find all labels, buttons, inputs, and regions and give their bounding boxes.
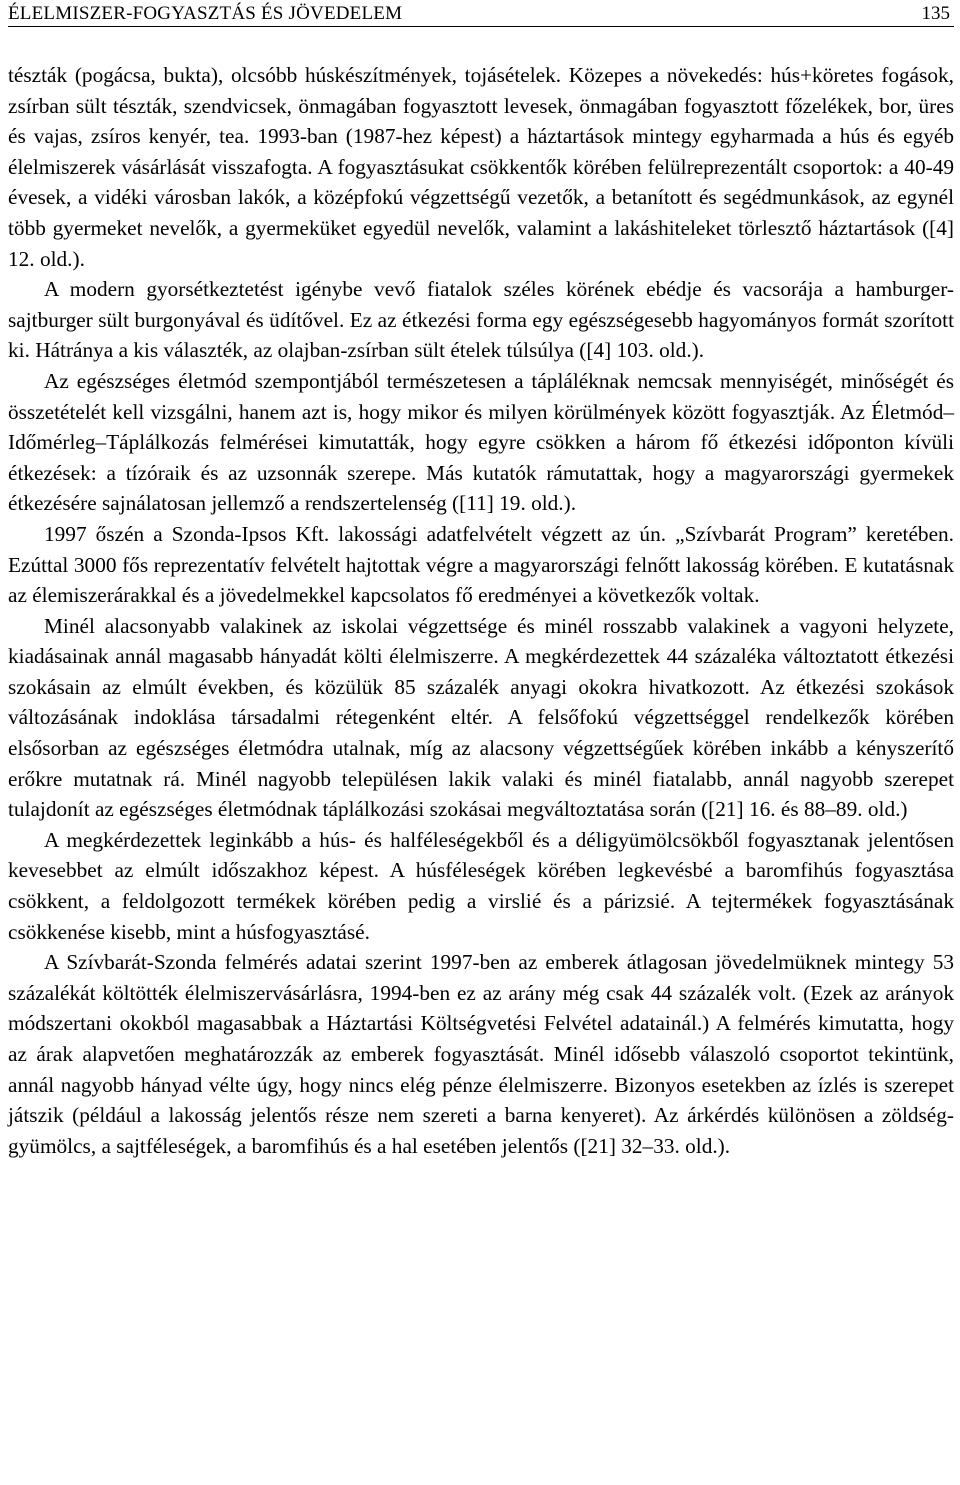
paragraph-5: Minél alacsonyabb valakinek az iskolai végzettsége és minél rosszabb valakinek a vagyoni helyzete, kiadásainak annál magasabb hányadát költi élelmiszerre. A megkérdezettek 44 százaléka változtatott étkezési szokásain az elmúlt években, és közülük 85 százalék anyagi okokra hivatkozott. Az étkezési szokások változásának indoklása társadalmi rétegenként eltér. A felsőfokú végzettséggel rendelkezők körében elsősorban az egészséges életmódra utalnak, míg az alacsony végzettségűek körében inkább a kényszerítő erőkre mutatnak rá. Minél nagyobb településen lakik valaki és minél fiatalabb, annál nagyobb szerepet tulajdonít az egészséges életmódnak táplálkozási szokásai megváltoztatása során ([21] 16. és 88–89. old.) — [8, 613, 954, 822]
paragraph-4: 1997 őszén a Szonda-Ipsos Kft. lakossági adatfelvételt végzett az ún. „Szívbarát Program” keretében. Ezúttal 3000 fős reprezentatív felvételt hajtottak végre a magyarországi felnőtt lakosság körében. E kutatásnak az élemiszerárakkal és a jövedelmekkel kapcsolatos fő eredményei a következők voltak. — [8, 521, 954, 608]
paragraph-7: A Szívbarát-Szonda felmérés adatai szerint 1997-ben az emberek átlagosan jövedelmüknek mintegy 53 százalékát költötték élelmiszervásárlásra, 1994-ben ez az arány még csak 44 százalék volt. (Ezek az arányok módszertani okokból magasabbak a Háztartási Költségvetési Felvétel adatainál.) A felmérés kimutatta, hogy az árak alapvetően meghatározzák az emberek fogyasztását. Minél idősebb válaszoló csoportot tekintünk, annál nagyobb hányad vélte úgy, hogy nincs elég pénze élelmiszerre. Bizonyos esetekben az ízlés is szerepet játszik (például a lakosság jelentős része nem szereti a barna kenyeret). Az árkérdés különösen a zöldség-gyümölcs, a sajtféleségek, a baromfihús és a hal esetében jelentős ([21] 32–33. old.). — [8, 950, 954, 1158]
running-header — [8, 2, 954, 27]
page-number: 135 — [921, 3, 950, 24]
chapter-title: ÉLELMISZER-FOGYASZTÁS ÉS JÖVEDELEM — [8, 3, 403, 24]
paragraph-2: A modern gyorsétkeztetést igénybe vevő fiatalok széles körének ebédje és vacsorája a hamburger-sajtburger sült burgonyával és üdítővel. Ez az étkezési forma egy egészségesebb hagyományos formát szorított ki. Hátránya a kis választék, az olajban-zsírban sült ételek túlsúlya ([4] 103. old.). — [8, 277, 954, 363]
body-text — [8, 60, 954, 1161]
paragraph-6: A megkérdezettek leginkább a hús- és halféleségekből és a déligyümölcsökből fogyasztanak jelentősen kevesebbet az elmúlt időszakhoz képest. A húsféleségek körében legkevésbé a baromfihús fogyasztása csökkent, a feldolgozott termékek körében pedig a virslié és a párizsié. A tejtermékek fogyasztásának csökkenése kisebb, mint a húsfogyasztásé. — [8, 827, 954, 944]
paragraph-3: Az egészséges életmód szempontjából természetesen a tápláléknak nemcsak mennyiségét, minőségét és összetételét kell vizsgálni, hanem azt is, hogy mikor és milyen körülmények között fogyasztják. Az Életmód–Időmérleg–Táplálkozás felmérései kimutatták, hogy egyre csökken a három fő étkezési időponton kívüli étkezések: a tízóraik és az uzsonnák szerepe. Más kutatók rámutattak, hogy a magyarországi gyermekek étkezésére sajnálatosan jellemző a rendszertelenség ([11] 19. old.). — [8, 368, 954, 516]
paragraph-1: tészták (pogácsa, bukta), olcsóbb húskészítmények, tojásételek. Közepes a növekedés: hús+köretes fogások, zsírban sült tészták, szendvicsek, önmagában fogyasztott levesek, önmagában fogyasztott főzelékek, bor, üres és vajas, zsíros kenyér, tea. 1993-ban (1987-hez képest) a háztartások mintegy egyharmada a hús és egyéb élelmiszerek vásárlását visszafogta. A fogyasztásukat csökkentők körében felülreprezentált csoportok: a 40-49 évesek, a vidéki városban lakók, a középfokú végzettségű vezetők, a betanított és segédmunkások, az egynél több gyermeket nevelők, a gyermeküket egyedül nevelők, valamint a lakáshiteleket törlesztő háztartások ([4] 12. old.). — [8, 63, 954, 271]
document-page — [8, 0, 954, 1485]
